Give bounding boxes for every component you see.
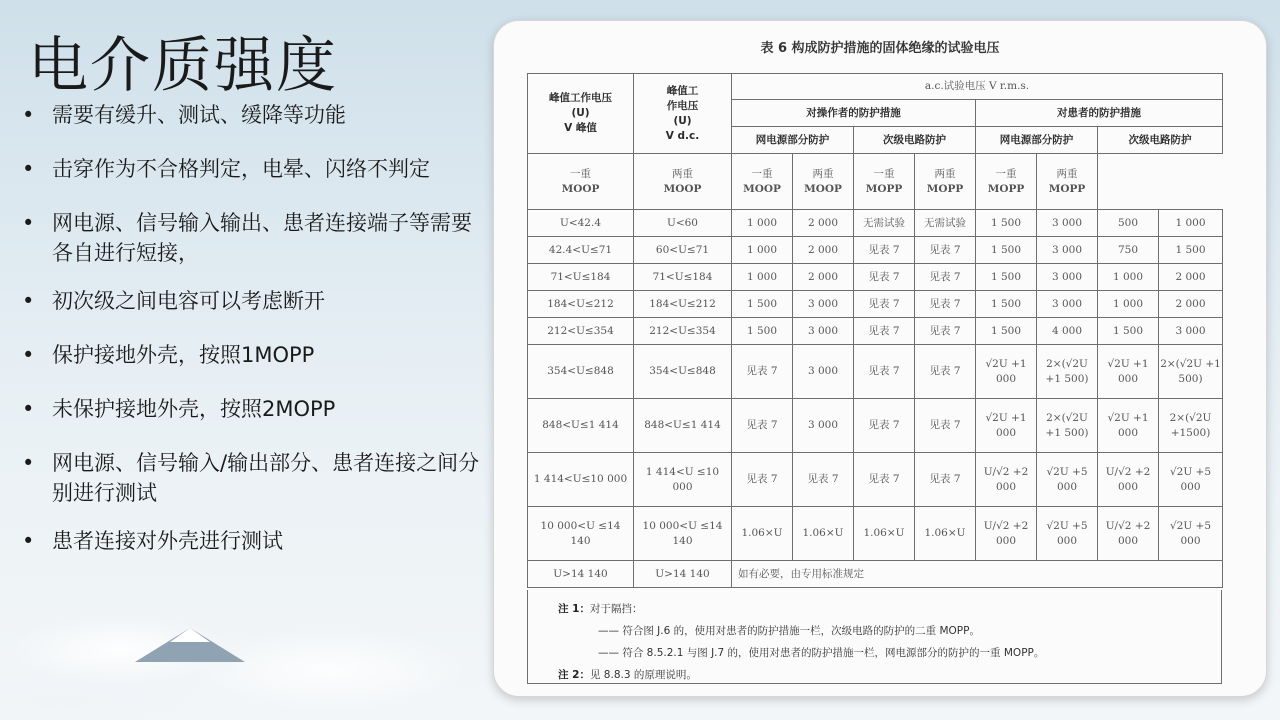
bullet-item: • 初次级之间电容可以考虑断开 <box>20 286 490 316</box>
table-cell: 2 000 <box>793 210 854 237</box>
bullet-item: • 网电源、信号输入输出、患者连接端子等需要各自进行短接， <box>20 208 490 268</box>
bullet-item: • 需要有缓升、测试、缓降等功能 <box>20 100 490 130</box>
header-text: 两重 <box>1056 167 1078 180</box>
header-text: MOOP <box>743 182 781 195</box>
table-cell: 1 000 <box>1098 264 1159 291</box>
table-cell: 见表 7 <box>915 291 976 318</box>
header-mains-part-operator: 网电源部分防护 <box>732 127 854 154</box>
table-cell: 见表 7 <box>854 318 915 345</box>
table-cell: 见表 7 <box>915 237 976 264</box>
header-text: 一重 <box>995 167 1017 180</box>
table-cell: 1.06×U <box>793 507 854 561</box>
table-cell: √2U +1 000 <box>976 345 1037 399</box>
header-leaf-cell <box>1037 154 1098 210</box>
table-cell: 1.06×U <box>854 507 915 561</box>
header-mains-part-patient: 网电源部分防护 <box>976 127 1098 154</box>
table-image-card <box>493 20 1267 697</box>
slide-title: 电介质强度 <box>28 31 338 101</box>
table-cell: 见表 7 <box>915 399 976 453</box>
header-patient-protection: 对患者的防护措施 <box>976 100 1223 127</box>
table-cell: 1 000 <box>1159 210 1223 237</box>
table-cell: 见表 7 <box>915 453 976 507</box>
table-cell: 1 500 <box>732 318 793 345</box>
header-leaf-cell <box>854 154 915 210</box>
table-cell: U/√2 +2 000 <box>1098 507 1159 561</box>
table-cell: 1 500 <box>976 318 1037 345</box>
header-leaf-cell <box>915 154 976 210</box>
table-row <box>528 345 1223 399</box>
table-cell: 1 500 <box>976 291 1037 318</box>
table-cell: 2×(√2U +1 500) <box>1159 345 1223 399</box>
table-cell: 见表 7 <box>915 318 976 345</box>
header-text: MOPP <box>865 182 903 195</box>
table-cell: 1 000 <box>732 264 793 291</box>
header-text: (U) <box>571 107 590 119</box>
test-voltage-table <box>527 73 1223 588</box>
table-cell: 1 000 <box>732 237 793 264</box>
header-leaf-cell <box>634 154 732 210</box>
header-secondary-operator: 次级电路防护 <box>854 127 976 154</box>
header-operator-protection: 对操作者的防护措施 <box>732 100 976 127</box>
table-cell: 1 500 <box>1098 318 1159 345</box>
table-cell: 750 <box>1098 237 1159 264</box>
table-row <box>528 237 1223 264</box>
header-leaf-cell <box>793 154 854 210</box>
header-ac-test-voltage: a.c.试验电压 V r.m.s. <box>732 74 1223 100</box>
header-leaf-cell <box>732 154 793 210</box>
header-text: MOPP <box>926 182 964 195</box>
header-text: MOPP <box>987 182 1025 195</box>
table-cell: √2U +1 000 <box>1098 345 1159 399</box>
table-cell: 2×(√2U +1 500) <box>1037 399 1098 453</box>
note-text: 对于隔挡： <box>589 603 643 615</box>
table-cell: 42.4<U≤71 <box>528 237 634 264</box>
note-label: 注 1： <box>558 603 590 615</box>
header-text: V 峰值 <box>564 122 597 134</box>
table-cell: 见表 7 <box>915 264 976 291</box>
table-cell: 见表 7 <box>915 345 976 399</box>
table-cell: 2 000 <box>793 237 854 264</box>
table-caption: 表 6 构成防护措施的固体绝缘的试验电压 <box>760 41 1000 56</box>
table-cell: 3 000 <box>1037 237 1098 264</box>
table-cell: √2U +5 000 <box>1159 453 1223 507</box>
header-text: 峰值工作电压 <box>549 92 612 104</box>
header-text: MOOP <box>663 182 702 195</box>
table-cell: 848<U≤1 414 <box>634 399 732 453</box>
table-row <box>528 210 1223 237</box>
table-cell: U/√2 +2 000 <box>1098 453 1159 507</box>
table-cell: 10 000<U ≤14 140 <box>528 507 634 561</box>
table-cell: U/√2 +2 000 <box>976 453 1037 507</box>
table-row <box>528 453 1223 507</box>
bullet-item: • 击穿作为不合格判定，电晕、闪络不判定 <box>20 154 490 184</box>
table-cell: 见表 7 <box>854 345 915 399</box>
table-cell: √2U +5 000 <box>1037 453 1098 507</box>
table-cell: 354<U≤848 <box>528 345 634 399</box>
table-cell: 2 000 <box>1159 264 1223 291</box>
bullet-item: • 网电源、信号输入/输出部分、患者连接之间分别进行测试 <box>20 448 490 508</box>
note-1-item-1: —— 符合图 J.6 的，使用对患者的防护措施一栏，次级电路的防护的二重 MOPP。 <box>598 625 980 637</box>
table-cell: √2U +1 000 <box>1098 399 1159 453</box>
table-row <box>528 318 1223 345</box>
table-cell: 3 000 <box>793 399 854 453</box>
table-row <box>528 291 1223 318</box>
table-cell: 1 000 <box>1098 291 1159 318</box>
mountain-snow-icon <box>170 628 210 642</box>
header-text: 作电压 <box>666 99 699 112</box>
table-cell: 848<U≤1 414 <box>528 399 634 453</box>
table-cell: 见表 7 <box>854 237 915 264</box>
table-cell: √2U +5 000 <box>1159 507 1223 561</box>
table-cell: 见表 7 <box>732 453 793 507</box>
note-label: 注 2： <box>558 669 590 681</box>
header-dc-voltage <box>634 74 732 154</box>
table-cell: U>14 140 <box>528 561 634 588</box>
table-cell: 见表 7 <box>854 399 915 453</box>
bullet-item: • 保护接地外壳，按照1MOPP <box>20 340 490 370</box>
table-cell: 见表 7 <box>854 264 915 291</box>
table-cell: 1 500 <box>732 291 793 318</box>
table-cell: U>14 140 <box>634 561 732 588</box>
table-cell: 3 000 <box>1159 318 1223 345</box>
table-cell: 354<U≤848 <box>634 345 732 399</box>
note-2 <box>558 664 1221 686</box>
table-row <box>528 507 1223 561</box>
table-cell: √2U +5 000 <box>1037 507 1098 561</box>
bullet-list <box>20 100 490 556</box>
header-text: V d.c. <box>665 129 700 142</box>
table-cell: 500 <box>1098 210 1159 237</box>
table-cell: 见表 7 <box>793 453 854 507</box>
table-cell: 184<U≤212 <box>634 291 732 318</box>
table-cell: √2U +1 000 <box>976 399 1037 453</box>
table-cell: 71<U≤184 <box>634 264 732 291</box>
note-text: 见 8.8.3 的原理说明。 <box>589 669 697 681</box>
header-peak-voltage <box>528 74 634 154</box>
table-cell: 1.06×U <box>915 507 976 561</box>
header-text: 两重 <box>672 167 693 180</box>
table-cell: 见表 7 <box>732 345 793 399</box>
table-cell: 71<U≤184 <box>528 264 634 291</box>
table-cell: 1 000 <box>732 210 793 237</box>
bullet-item: • 患者连接对外壳进行测试 <box>20 526 490 556</box>
table-row <box>528 264 1223 291</box>
table-cell: 184<U≤212 <box>528 291 634 318</box>
header-text: MOPP <box>1048 182 1086 195</box>
table-cell: 1 500 <box>976 210 1037 237</box>
table-cell: 3 000 <box>1037 210 1098 237</box>
header-text: 一重 <box>570 167 591 180</box>
table-cell: 212<U≤354 <box>634 318 732 345</box>
table-cell: 如有必要，由专用标准规定 <box>732 561 1223 588</box>
bullet-item: • 未保护接地外壳，按照2MOPP <box>20 394 490 424</box>
table-cell: 4 000 <box>1037 318 1098 345</box>
header-text: 两重 <box>934 167 956 180</box>
table-cell: 60<U≤71 <box>634 237 732 264</box>
table-cell: 无需试验 <box>854 210 915 237</box>
table-cell: 2×(√2U +1 500) <box>1037 345 1098 399</box>
table-cell: 1 414<U≤10 000 <box>528 453 634 507</box>
header-leaf-cell <box>528 154 634 210</box>
table-cell: 10 000<U ≤14 140 <box>634 507 732 561</box>
table-cell: 2×(√2U +1500) <box>1159 399 1223 453</box>
table-row <box>528 561 1223 588</box>
header-text: 两重 <box>812 167 834 180</box>
table-cell: 见表 7 <box>732 399 793 453</box>
header-text: 一重 <box>751 167 773 180</box>
table-cell: 2 000 <box>1159 291 1223 318</box>
table-cell: U<42.4 <box>528 210 634 237</box>
table-cell: 1 500 <box>1159 237 1223 264</box>
table-cell: 1 500 <box>976 237 1037 264</box>
table-cell: 3 000 <box>1037 291 1098 318</box>
table-cell: 见表 7 <box>854 453 915 507</box>
table-cell: U<60 <box>634 210 732 237</box>
table-cell: U/√2 +2 000 <box>976 507 1037 561</box>
table-cell: 1 500 <box>976 264 1037 291</box>
note-1-item-2: —— 符合 8.5.2.1 与图 J.7 的，使用对患者的防护措施一栏，网电源部分的防护的一重 MOPP。 <box>598 647 1045 659</box>
table-cell: 无需试验 <box>915 210 976 237</box>
header-text: 峰值工 <box>666 84 699 97</box>
table-cell: 1 414<U ≤10 000 <box>634 453 732 507</box>
header-text: 一重 <box>873 167 895 180</box>
header-leaf-cell <box>976 154 1037 210</box>
table-cell: 3 000 <box>793 291 854 318</box>
table-notes <box>527 590 1222 684</box>
header-text: MOOP <box>561 182 600 195</box>
cloud-background <box>0 560 520 720</box>
table-cell: 1.06×U <box>732 507 793 561</box>
header-secondary-patient: 次级电路防护 <box>1098 127 1223 154</box>
table-cell: 3 000 <box>793 318 854 345</box>
table-row <box>528 399 1223 453</box>
table-cell: 3 000 <box>793 345 854 399</box>
table-cell: 3 000 <box>1037 264 1098 291</box>
table-cell: 2 000 <box>793 264 854 291</box>
table-cell: 见表 7 <box>854 291 915 318</box>
table-cell: 212<U≤354 <box>528 318 634 345</box>
header-text: MOOP <box>804 182 842 195</box>
note-1 <box>558 598 1221 620</box>
header-text: (U) <box>673 114 692 127</box>
